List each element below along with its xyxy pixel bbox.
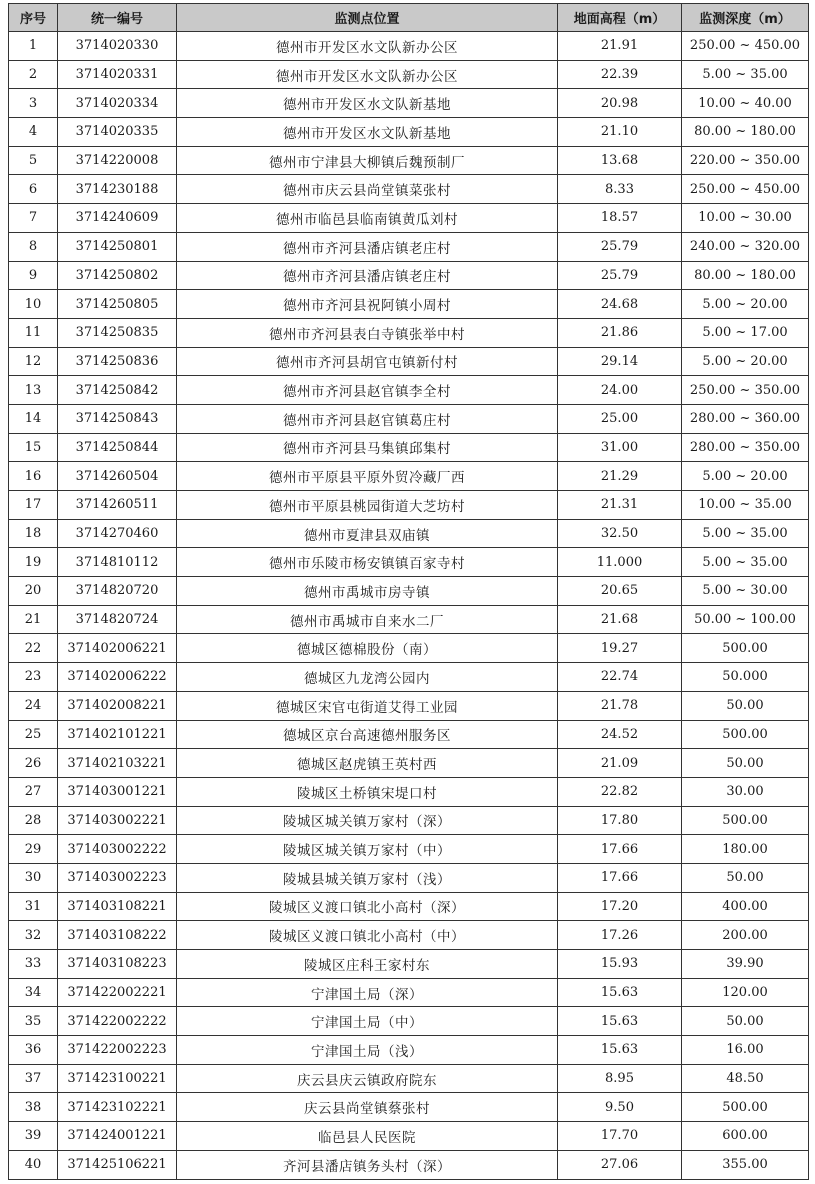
elevation-cell: 18.57 [558, 204, 682, 233]
elevation-cell: 17.66 [558, 835, 682, 864]
unified-id-cell: 3714020330 [58, 32, 177, 61]
location-cell: 陵城区义渡口镇北小高村（中） [177, 921, 558, 950]
table-row [9, 491, 809, 520]
table-row [9, 777, 809, 806]
unified-id-cell: 371403002221 [58, 806, 177, 835]
table-row [9, 204, 809, 233]
serial-cell: 11 [9, 318, 58, 347]
table-header-row [9, 4, 809, 32]
elevation-cell: 15.63 [558, 978, 682, 1007]
elevation-cell: 21.86 [558, 318, 682, 347]
table-row [9, 1064, 809, 1093]
depth-cell: 500.00 [682, 806, 809, 835]
location-cell: 德州市齐河县潘店镇老庄村 [177, 232, 558, 261]
header-serial-number: 序号 [9, 4, 58, 32]
location-cell: 临邑县人民医院 [177, 1122, 558, 1151]
depth-cell: 50.00 [682, 1007, 809, 1036]
table-row [9, 978, 809, 1007]
location-cell: 陵城县城关镇万家村（浅） [177, 863, 558, 892]
location-cell: 德州市禹城市房寺镇 [177, 577, 558, 606]
unified-id-cell: 371423102221 [58, 1093, 177, 1122]
location-cell: 德州市开发区水文队新办公区 [177, 60, 558, 89]
location-cell: 德州市齐河县赵官镇葛庄村 [177, 404, 558, 433]
elevation-cell: 15.93 [558, 950, 682, 979]
depth-cell: 80.00 ~ 180.00 [682, 118, 809, 147]
serial-cell: 12 [9, 347, 58, 376]
depth-cell: 5.00 ~ 20.00 [682, 462, 809, 491]
serial-cell: 39 [9, 1122, 58, 1151]
depth-cell: 5.00 ~ 20.00 [682, 290, 809, 319]
depth-cell: 10.00 ~ 35.00 [682, 491, 809, 520]
serial-cell: 19 [9, 548, 58, 577]
location-cell: 德州市禹城市自来水二厂 [177, 605, 558, 634]
elevation-cell: 13.68 [558, 146, 682, 175]
serial-cell: 6 [9, 175, 58, 204]
depth-cell: 180.00 [682, 835, 809, 864]
location-cell: 德州市宁津县大柳镇后魏预制厂 [177, 146, 558, 175]
depth-cell: 48.50 [682, 1064, 809, 1093]
depth-cell: 5.00 ~ 35.00 [682, 60, 809, 89]
table-row [9, 577, 809, 606]
serial-cell: 17 [9, 491, 58, 520]
serial-cell: 10 [9, 290, 58, 319]
serial-cell: 22 [9, 634, 58, 663]
table-row [9, 462, 809, 491]
elevation-cell: 15.63 [558, 1007, 682, 1036]
unified-id-cell: 3714250836 [58, 347, 177, 376]
unified-id-cell: 371403108222 [58, 921, 177, 950]
depth-cell: 10.00 ~ 30.00 [682, 204, 809, 233]
serial-cell: 3 [9, 89, 58, 118]
depth-cell: 250.00 ~ 450.00 [682, 32, 809, 61]
unified-id-cell: 3714270460 [58, 519, 177, 548]
location-cell: 德州市齐河县赵官镇李全村 [177, 376, 558, 405]
serial-cell: 21 [9, 605, 58, 634]
unified-id-cell: 3714020331 [58, 60, 177, 89]
serial-cell: 26 [9, 749, 58, 778]
depth-cell: 50.00 [682, 691, 809, 720]
elevation-cell: 22.39 [558, 60, 682, 89]
table-row [9, 290, 809, 319]
header-location: 监测点位置 [177, 4, 558, 32]
table-row [9, 433, 809, 462]
serial-cell: 38 [9, 1093, 58, 1122]
depth-cell: 5.00 ~ 17.00 [682, 318, 809, 347]
location-cell: 德州市齐河县表白寺镇张举中村 [177, 318, 558, 347]
depth-cell: 200.00 [682, 921, 809, 950]
serial-cell: 36 [9, 1036, 58, 1065]
serial-cell: 1 [9, 32, 58, 61]
elevation-cell: 21.78 [558, 691, 682, 720]
unified-id-cell: 3714260511 [58, 491, 177, 520]
unified-id-cell: 371402101221 [58, 720, 177, 749]
table-row [9, 32, 809, 61]
serial-cell: 8 [9, 232, 58, 261]
location-cell: 陵城区城关镇万家村（中） [177, 835, 558, 864]
elevation-cell: 9.50 [558, 1093, 682, 1122]
depth-cell: 120.00 [682, 978, 809, 1007]
serial-cell: 2 [9, 60, 58, 89]
unified-id-cell: 371402006222 [58, 663, 177, 692]
location-cell: 庆云县尚堂镇蔡张村 [177, 1093, 558, 1122]
location-cell: 德州市开发区水文队新基地 [177, 118, 558, 147]
elevation-cell: 21.09 [558, 749, 682, 778]
location-cell: 德州市夏津县双庙镇 [177, 519, 558, 548]
elevation-cell: 22.82 [558, 777, 682, 806]
unified-id-cell: 3714250842 [58, 376, 177, 405]
unified-id-cell: 371403002222 [58, 835, 177, 864]
depth-cell: 280.00 ~ 350.00 [682, 433, 809, 462]
table-row [9, 921, 809, 950]
depth-cell: 220.00 ~ 350.00 [682, 146, 809, 175]
depth-cell: 50.00 [682, 863, 809, 892]
depth-cell: 5.00 ~ 35.00 [682, 519, 809, 548]
elevation-cell: 31.00 [558, 433, 682, 462]
location-cell: 齐河县潘店镇务头村（深） [177, 1150, 558, 1179]
depth-cell: 355.00 [682, 1150, 809, 1179]
location-cell: 陵城区义渡口镇北小高村（深） [177, 892, 558, 921]
unified-id-cell: 3714250805 [58, 290, 177, 319]
location-cell: 宁津国土局（中） [177, 1007, 558, 1036]
table-row [9, 232, 809, 261]
elevation-cell: 25.79 [558, 232, 682, 261]
depth-cell: 400.00 [682, 892, 809, 921]
location-cell: 宁津国土局（深） [177, 978, 558, 1007]
table-row [9, 404, 809, 433]
table-row [9, 60, 809, 89]
location-cell: 德州市开发区水文队新基地 [177, 89, 558, 118]
header-monitoring-depth: 监测深度（m） [682, 4, 809, 32]
unified-id-cell: 371422002221 [58, 978, 177, 1007]
location-cell: 德州市齐河县祝阿镇小周村 [177, 290, 558, 319]
location-cell: 德州市平原县平原外贸冷藏厂西 [177, 462, 558, 491]
elevation-cell: 21.29 [558, 462, 682, 491]
elevation-cell: 32.50 [558, 519, 682, 548]
unified-id-cell: 3714220008 [58, 146, 177, 175]
unified-id-cell: 371403002223 [58, 863, 177, 892]
elevation-cell: 20.65 [558, 577, 682, 606]
table-row [9, 863, 809, 892]
location-cell: 德州市庆云县尚堂镇菜张村 [177, 175, 558, 204]
table-row [9, 892, 809, 921]
elevation-cell: 21.68 [558, 605, 682, 634]
monitoring-points-table [8, 3, 809, 1180]
table-row [9, 950, 809, 979]
unified-id-cell: 3714250802 [58, 261, 177, 290]
serial-cell: 9 [9, 261, 58, 290]
unified-id-cell: 3714810112 [58, 548, 177, 577]
unified-id-cell: 371403108223 [58, 950, 177, 979]
serial-cell: 4 [9, 118, 58, 147]
table-row [9, 835, 809, 864]
depth-cell: 600.00 [682, 1122, 809, 1151]
location-cell: 德州市乐陵市杨安镇镇百家寺村 [177, 548, 558, 577]
depth-cell: 500.00 [682, 720, 809, 749]
elevation-cell: 17.26 [558, 921, 682, 950]
serial-cell: 14 [9, 404, 58, 433]
table-row [9, 318, 809, 347]
elevation-cell: 27.06 [558, 1150, 682, 1179]
location-cell: 德州市临邑县临南镇黄瓜刘村 [177, 204, 558, 233]
depth-cell: 280.00 ~ 360.00 [682, 404, 809, 433]
table-row [9, 1150, 809, 1179]
elevation-cell: 21.10 [558, 118, 682, 147]
serial-cell: 5 [9, 146, 58, 175]
depth-cell: 5.00 ~ 35.00 [682, 548, 809, 577]
serial-cell: 16 [9, 462, 58, 491]
table-body [9, 32, 809, 1180]
table-row [9, 605, 809, 634]
depth-cell: 5.00 ~ 20.00 [682, 347, 809, 376]
elevation-cell: 17.80 [558, 806, 682, 835]
serial-cell: 30 [9, 863, 58, 892]
elevation-cell: 22.74 [558, 663, 682, 692]
table-row [9, 519, 809, 548]
elevation-cell: 15.63 [558, 1036, 682, 1065]
unified-id-cell: 371402006221 [58, 634, 177, 663]
unified-id-cell: 371402103221 [58, 749, 177, 778]
depth-cell: 500.00 [682, 634, 809, 663]
table-row [9, 1122, 809, 1151]
depth-cell: 10.00 ~ 40.00 [682, 89, 809, 118]
elevation-cell: 17.66 [558, 863, 682, 892]
serial-cell: 34 [9, 978, 58, 1007]
unified-id-cell: 371403001221 [58, 777, 177, 806]
serial-cell: 35 [9, 1007, 58, 1036]
depth-cell: 500.00 [682, 1093, 809, 1122]
depth-cell: 50.00 ~ 100.00 [682, 605, 809, 634]
unified-id-cell: 371403108221 [58, 892, 177, 921]
serial-cell: 23 [9, 663, 58, 692]
elevation-cell: 29.14 [558, 347, 682, 376]
elevation-cell: 20.98 [558, 89, 682, 118]
elevation-cell: 11.000 [558, 548, 682, 577]
table-row [9, 89, 809, 118]
unified-id-cell: 3714250844 [58, 433, 177, 462]
location-cell: 陵城区庄科王家村东 [177, 950, 558, 979]
table-row [9, 806, 809, 835]
elevation-cell: 21.91 [558, 32, 682, 61]
location-cell: 德州市齐河县胡官屯镇新付村 [177, 347, 558, 376]
table-row [9, 1036, 809, 1065]
unified-id-cell: 3714820720 [58, 577, 177, 606]
table-row [9, 1007, 809, 1036]
serial-cell: 18 [9, 519, 58, 548]
elevation-cell: 21.31 [558, 491, 682, 520]
depth-cell: 5.00 ~ 30.00 [682, 577, 809, 606]
serial-cell: 32 [9, 921, 58, 950]
depth-cell: 30.00 [682, 777, 809, 806]
table-row [9, 146, 809, 175]
unified-id-cell: 3714240609 [58, 204, 177, 233]
unified-id-cell: 3714020334 [58, 89, 177, 118]
unified-id-cell: 3714820724 [58, 605, 177, 634]
elevation-cell: 17.20 [558, 892, 682, 921]
unified-id-cell: 3714260504 [58, 462, 177, 491]
depth-cell: 16.00 [682, 1036, 809, 1065]
depth-cell: 50.00 [682, 749, 809, 778]
location-cell: 陵城区土桥镇宋堤口村 [177, 777, 558, 806]
depth-cell: 80.00 ~ 180.00 [682, 261, 809, 290]
table-row [9, 118, 809, 147]
unified-id-cell: 371424001221 [58, 1122, 177, 1151]
unified-id-cell: 3714230188 [58, 175, 177, 204]
elevation-cell: 25.00 [558, 404, 682, 433]
serial-cell: 25 [9, 720, 58, 749]
depth-cell: 50.000 [682, 663, 809, 692]
location-cell: 德州市齐河县马集镇邱集村 [177, 433, 558, 462]
elevation-cell: 8.33 [558, 175, 682, 204]
table-row [9, 347, 809, 376]
serial-cell: 40 [9, 1150, 58, 1179]
unified-id-cell: 3714250835 [58, 318, 177, 347]
location-cell: 德州市齐河县潘店镇老庄村 [177, 261, 558, 290]
location-cell: 德城区赵虎镇王英村西 [177, 749, 558, 778]
table-row [9, 261, 809, 290]
table-row [9, 175, 809, 204]
depth-cell: 39.90 [682, 950, 809, 979]
elevation-cell: 17.70 [558, 1122, 682, 1151]
depth-cell: 250.00 ~ 450.00 [682, 175, 809, 204]
table-row [9, 1093, 809, 1122]
serial-cell: 33 [9, 950, 58, 979]
serial-cell: 24 [9, 691, 58, 720]
serial-cell: 13 [9, 376, 58, 405]
serial-cell: 28 [9, 806, 58, 835]
elevation-cell: 24.00 [558, 376, 682, 405]
serial-cell: 29 [9, 835, 58, 864]
unified-id-cell: 371423100221 [58, 1064, 177, 1093]
unified-id-cell: 3714020335 [58, 118, 177, 147]
location-cell: 宁津国土局（浅） [177, 1036, 558, 1065]
elevation-cell: 24.68 [558, 290, 682, 319]
depth-cell: 250.00 ~ 350.00 [682, 376, 809, 405]
serial-cell: 37 [9, 1064, 58, 1093]
unified-id-cell: 3714250843 [58, 404, 177, 433]
table-row [9, 376, 809, 405]
header-ground-elevation: 地面高程（m） [558, 4, 682, 32]
serial-cell: 15 [9, 433, 58, 462]
elevation-cell: 19.27 [558, 634, 682, 663]
unified-id-cell: 371422002223 [58, 1036, 177, 1065]
unified-id-cell: 371402008221 [58, 691, 177, 720]
location-cell: 陵城区城关镇万家村（深） [177, 806, 558, 835]
serial-cell: 7 [9, 204, 58, 233]
unified-id-cell: 371422002222 [58, 1007, 177, 1036]
table-row [9, 720, 809, 749]
location-cell: 德州市平原县桃园街道大芝坊村 [177, 491, 558, 520]
serial-cell: 31 [9, 892, 58, 921]
header-unified-id: 统一编号 [58, 4, 177, 32]
depth-cell: 240.00 ~ 320.00 [682, 232, 809, 261]
table-row [9, 548, 809, 577]
location-cell: 庆云县庆云镇政府院东 [177, 1064, 558, 1093]
table-row [9, 663, 809, 692]
location-cell: 德城区京台高速德州服务区 [177, 720, 558, 749]
unified-id-cell: 371425106221 [58, 1150, 177, 1179]
table-row [9, 634, 809, 663]
serial-cell: 27 [9, 777, 58, 806]
location-cell: 德州市开发区水文队新办公区 [177, 32, 558, 61]
elevation-cell: 24.52 [558, 720, 682, 749]
table-row [9, 691, 809, 720]
elevation-cell: 25.79 [558, 261, 682, 290]
unified-id-cell: 3714250801 [58, 232, 177, 261]
location-cell: 德城区宋官屯街道艾得工业园 [177, 691, 558, 720]
location-cell: 德城区德棉股份（南） [177, 634, 558, 663]
table-row [9, 749, 809, 778]
serial-cell: 20 [9, 577, 58, 606]
elevation-cell: 8.95 [558, 1064, 682, 1093]
location-cell: 德城区九龙湾公园内 [177, 663, 558, 692]
